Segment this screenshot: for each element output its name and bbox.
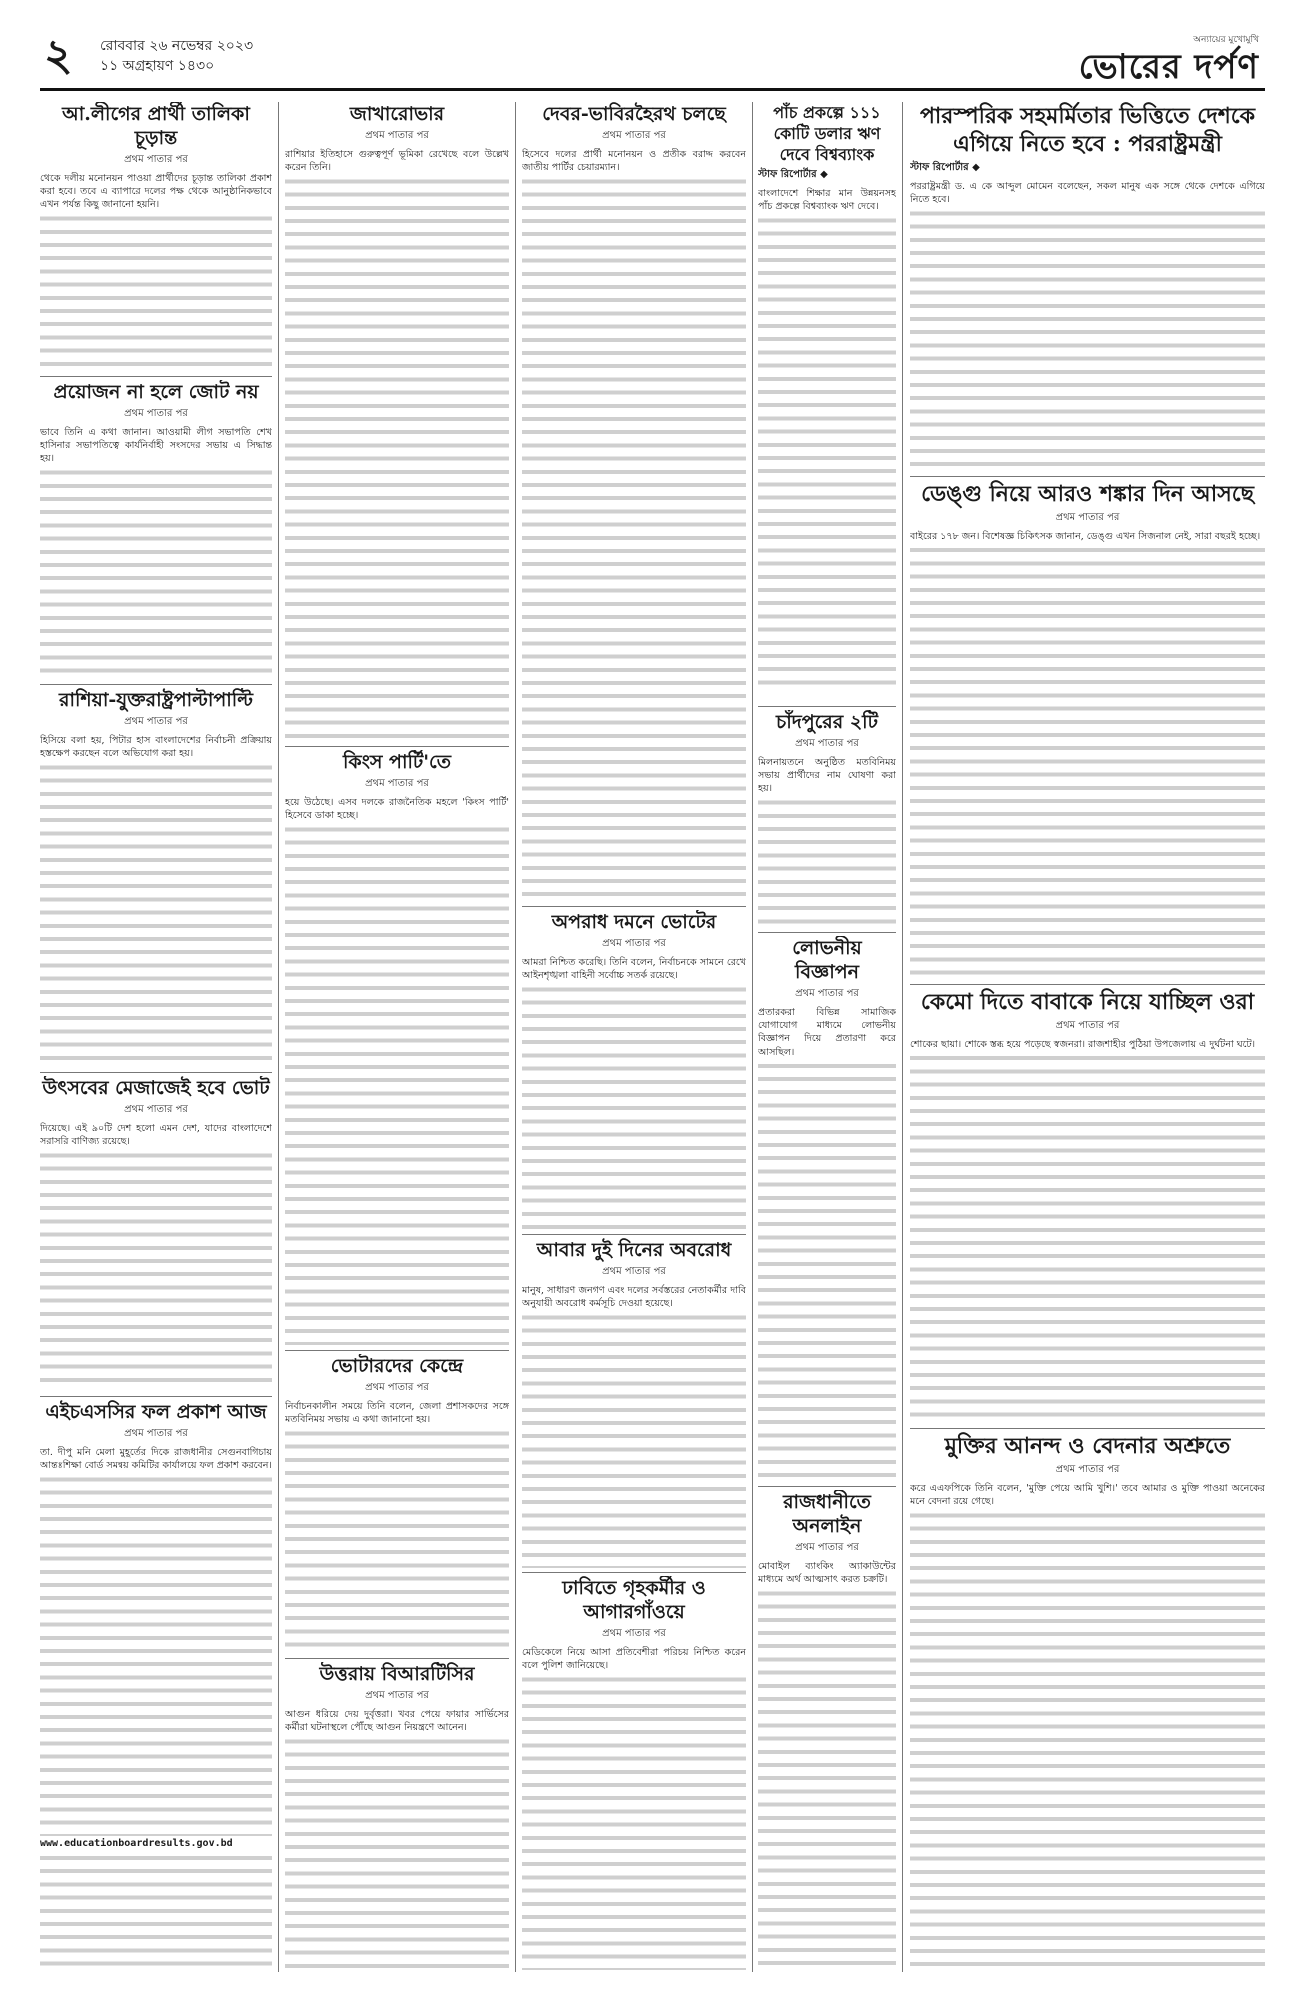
date-bengali: ১১ অগ্রহায়ণ ১৪৩০ [100,58,215,74]
headline: জাখারোভার [349,103,445,125]
article-divider [285,1350,509,1351]
article-dengue [910,480,1265,980]
continued-label: প্রথম পাতার পর [365,130,429,141]
headline: পারস্পরিক সহমর্মিতার ভিত্তিতে দেশকে এগিয়ে নিতে হবে : পররাষ্ট্রমন্ত্রী [919,103,1255,157]
article-divider [758,706,896,707]
headline: পাঁচ প্রকল্পে ১১১ কোটি ডলার ঋণ দেবে বিশ্বব্যাংক [773,103,881,164]
continued-label: প্রথম পাতার পর [1055,512,1120,523]
article-divider [910,1428,1265,1429]
article-body: আগুন ধরিয়ে দেয় দুর্বৃত্তরা। খবর পেয়ে ফায়ার সার্ভিসের কর্মীরা ঘটনাস্থলে পৌঁছে আগুন নিয়ন্ত্রণে আনেন। [285,1708,509,1970]
byline: স্টাফ রিপোর্টার ◆ [910,162,980,173]
continued-label: প্রথম পাতার পর [1055,1020,1120,1031]
headline: আবার দুই দিনের অবরোধ [536,1239,732,1261]
article-uttara-brtc [285,1662,509,1970]
headline: কিংস পার্টি'তে [342,751,452,773]
article-body: প্রতারকরা বিভিন্ন সামাজিক যোগাযোগ মাধ্যমে লোভনীয় বিজ্ঞাপন দিয়ে প্রতারণা করে আসছিল। [758,1006,896,1481]
column-divider [752,102,753,1972]
article-body: শোকের ছায়া। শোকে স্তব্ধ হয়ে পড়েছে স্বজনরা। রাজশাহীর পুঠিয়া উপজেলায় এ দুর্ঘটনা ঘটে। [910,1038,1265,1424]
headline: ডেঙ্গু নিয়ে আরও শঙ্কার দিন আসছে [921,481,1254,507]
newspaper-logo [1079,32,1259,87]
column-divider [515,102,516,1972]
article-body: নির্বাচনকালীন সময়ে তিনি বলেন, জেলা প্রশাসকদের সঙ্গে মতবিনিময় সভায় এ কথা জানানো হয়। [285,1400,509,1654]
article-divider [285,1658,509,1659]
page-header [40,28,1265,88]
headline: লোভনীয় বিজ্ঞাপন [792,937,862,983]
article-chandpur [758,710,896,928]
continued-label: প্রথম পাতার পর [365,1382,429,1393]
result-website-link[interactable]: www.educationboardresults.gov.bd [40,1838,233,1849]
column-divider [902,102,903,1972]
headline: এইচএসসির ফল প্রকাশ আজ [45,1401,267,1423]
continued-label: প্রথম পাতার পর [602,938,666,949]
article-festive-vote [40,1076,272,1391]
continued-label: প্রথম পাতার পর [124,1428,188,1439]
continued-label: প্রথম পাতার পর [365,778,429,789]
article-body: করে এএফপিকে তিনি বলেন, 'মুক্তি পেয়ে আমি খুশি।' তবে আমার ও মুক্তি পাওয়া অনেকের মনে বেদনা রয়ে গেছে। [910,1482,1265,1970]
headline: ভোটারদের কেন্দ্রে [330,1355,464,1377]
article-body: ভাবে তিনি এ কথা জানান। আওয়ামী লীগ সভাপতি শেখ হাসিনার সভাপতিত্বে কার্যনির্বাহী সংসদের সভায় এ সিদ্ধান্ত হয়। [40,426,272,680]
article-divider [910,476,1265,477]
article-body-cont [40,1851,272,1970]
continued-label: প্রথম পাতার পর [602,1266,666,1277]
page-number: ২ [44,30,73,81]
header-rule [40,88,1265,91]
article-body: রাশিয়ার ইতিহাসে গুরুত্বপূর্ণ ভূমিকা রেখেছে বলে উল্লেখ করেন তিনি। [285,148,509,742]
article-blockade [522,1238,746,1568]
headline: কেমো দিতে বাবাকে নিয়ে যাচ্ছিল ওরা [920,989,1255,1015]
article-chemo-father [910,988,1265,1424]
continued-label: প্রথম পাতার পর [124,716,188,727]
article-divider [758,932,896,933]
article-divider [522,1234,746,1235]
article-divider [40,1072,272,1073]
article-body: মেডিকেলে নিয়ে আসা প্রতিবেশীরা পরিচয় নিশ্চিত করেন বলে পুলিশ জানিয়েছে। [522,1646,746,1970]
headline: রাশিয়া-যুক্তরাষ্ট্রপাল্টাপাল্টি [59,689,253,711]
article-body: তা. দীপু মনি মেলা মুহূর্তের দিকে রাজধানীর সেগুনবাগিচায় আন্তঃশিক্ষা বোর্ড সমন্বয় কমিটির কার্যালয়ে ফল প্রকাশ করবেন। [40,1446,272,1836]
article-foreign-minister [910,102,1265,472]
article-world-bank [758,102,896,702]
byline: স্টাফ রিপোর্টার ◆ [758,169,828,180]
continued-label: প্রথম পাতার পর [1055,1464,1120,1475]
headline: ঢাবিতে গৃহকর্মীর ও আগারগাঁওয়ে [562,1577,706,1623]
headline: চাঁদপুরের ২টি [776,711,878,733]
article-russia-us [40,688,272,1068]
headline: মুক্তির আনন্দ ও বেদনার অশ্রুতে [944,1433,1231,1459]
article-dhaka-university [522,1576,746,1970]
article-body: বাইরের ১৭৮ জন। বিশেষজ্ঞ চিকিৎসক জানান, ডেঙ্গু এখন সিজনাল নেই, সারা বছরই হচ্ছে। [910,530,1265,980]
headline: রাজধানীতে অনলাইন [783,1491,871,1537]
article-body: মোবাইল ব্যাংকিং অ্যাকাউন্টের মাধ্যমে অর্থ আত্মসাৎ করত চক্রটি। [758,1560,896,1970]
article-debor-bhabi [522,102,746,902]
article-body: হিসিয়ে বলা হয়, পিটার হাস বাংলাদেশের নির্বাচনী প্রক্রিয়ায় হস্তক্ষেপ করছেন বলে অভিযোগ করা হয়। [40,734,272,1068]
article-freedom-joy [910,1432,1265,1970]
article-no-alliance [40,380,272,680]
newspaper-page [40,28,1265,1978]
logo-tagline: অন্যায়ের মুখোমুখি [1193,35,1259,45]
article-awami-candidates [40,102,272,372]
article-online-fraud [758,1490,896,1970]
headline: দেবর-ভাবিরহৈরথ চলছে [542,103,726,125]
headline: আ.লীগের প্রার্থী তালিকা চূড়ান্ত [62,103,250,149]
article-body: হয়ে উঠেছে। এসব দলকে রাজনৈতিক মহলে 'কিংস পার্টি' হিসেবে ডাকা হচ্ছে। [285,796,509,1345]
article-zakharova [285,102,509,742]
issue-date [100,36,253,76]
article-body: মানুষ, সাধারণ জনগণ এবং দলের সর্বস্তরের নেতাকর্মীর দাবি অনুযায়ী অবরোধ কর্মসূচি দেওয়া হয়েছে। [522,1284,746,1568]
continued-label: প্রথম পাতার পর [124,1104,188,1115]
article-crime-control [522,910,746,1230]
article-tempting-ads [758,936,896,1481]
article-body: বাংলাদেশে শিক্ষার মান উন্নয়নসহ পাঁচ প্রকল্পে বিশ্বব্যাংক ঋণ দেবে। [758,187,896,687]
article-divider [910,984,1265,985]
column-divider [278,102,279,1972]
continued-label: প্রথম পাতার পর [795,1542,859,1553]
continued-label: প্রথম পাতার পর [124,408,188,419]
headline: উত্তরায় বিআরটিসির [319,1663,475,1685]
article-body: থেকে দলীয় মনোনয়ন পাওয়া প্রার্থীদের চূড়ান্ত তালিকা প্রকাশ করা হবে। তবে এ ব্যাপারে দলের পক্ষ থেকে আনুষ্ঠানিকভাবে এখন পর্যন্ত কিছু জানানো হয়নি। [40,172,272,372]
headline: অপরাধ দমনে ভোটের [551,911,717,933]
article-body: পররাষ্ট্রমন্ত্রী ড. এ কে আব্দুল মোমেন বলেছেন, সকল মানুষ এক সঙ্গে থেকে দেশকে এগিয়ে নিতে হবে। [910,180,1265,472]
article-body: হিসেবে দলের প্রার্থী মনোনয়ন ও প্রতীক বরাদ্দ করবেন জাতীয় পার্টির চেয়ারম্যান। [522,148,746,902]
continued-label: প্রথম পাতার পর [795,988,859,999]
article-divider [40,1396,272,1397]
continued-label: প্রথম পাতার পর [124,154,188,165]
article-divider [758,1486,896,1487]
article-kings-party [285,750,509,1345]
article-divider [522,906,746,907]
article-divider [40,684,272,685]
article-divider [522,1572,746,1573]
continued-label: প্রথম পাতার পর [795,738,859,749]
article-divider [40,376,272,377]
article-body: দিয়েছে। এই ৯০টি দেশ হলো এমন দেশ, যাদের বাংলাদেশে সরাসরি বাণিজ্য রয়েছে। [40,1122,272,1391]
logo-name: ভোরের দর্পণ [1078,47,1259,87]
headline: প্রয়োজন না হলে জোট নয় [53,381,259,403]
article-body: মিলনায়তনে অনুষ্ঠিত মতবিনিময় সভায় প্রার্থীদের নাম ঘোষণা করা হয়। [758,756,896,928]
continued-label: প্রথম পাতার পর [602,130,666,141]
article-body: আমরা নিশ্চিত করেছি। তিনি বলেন, নির্বাচনকে সামনে রেখে আইনশৃঙ্খলা বাহিনী সর্বোচ্চ সতর্ক রয়েছে। [522,956,746,1230]
continued-label: প্রথম পাতার পর [365,1690,429,1701]
date-gregorian: রোববার ২৬ নভেম্বর ২০২৩ [100,38,254,54]
article-divider [285,746,509,747]
continued-label: প্রথম পাতার পর [602,1628,666,1639]
headline: উৎসবের মেজাজেই হবে ভোট [42,1077,270,1099]
article-hsc-result [40,1400,272,1970]
article-voters-centre [285,1354,509,1654]
